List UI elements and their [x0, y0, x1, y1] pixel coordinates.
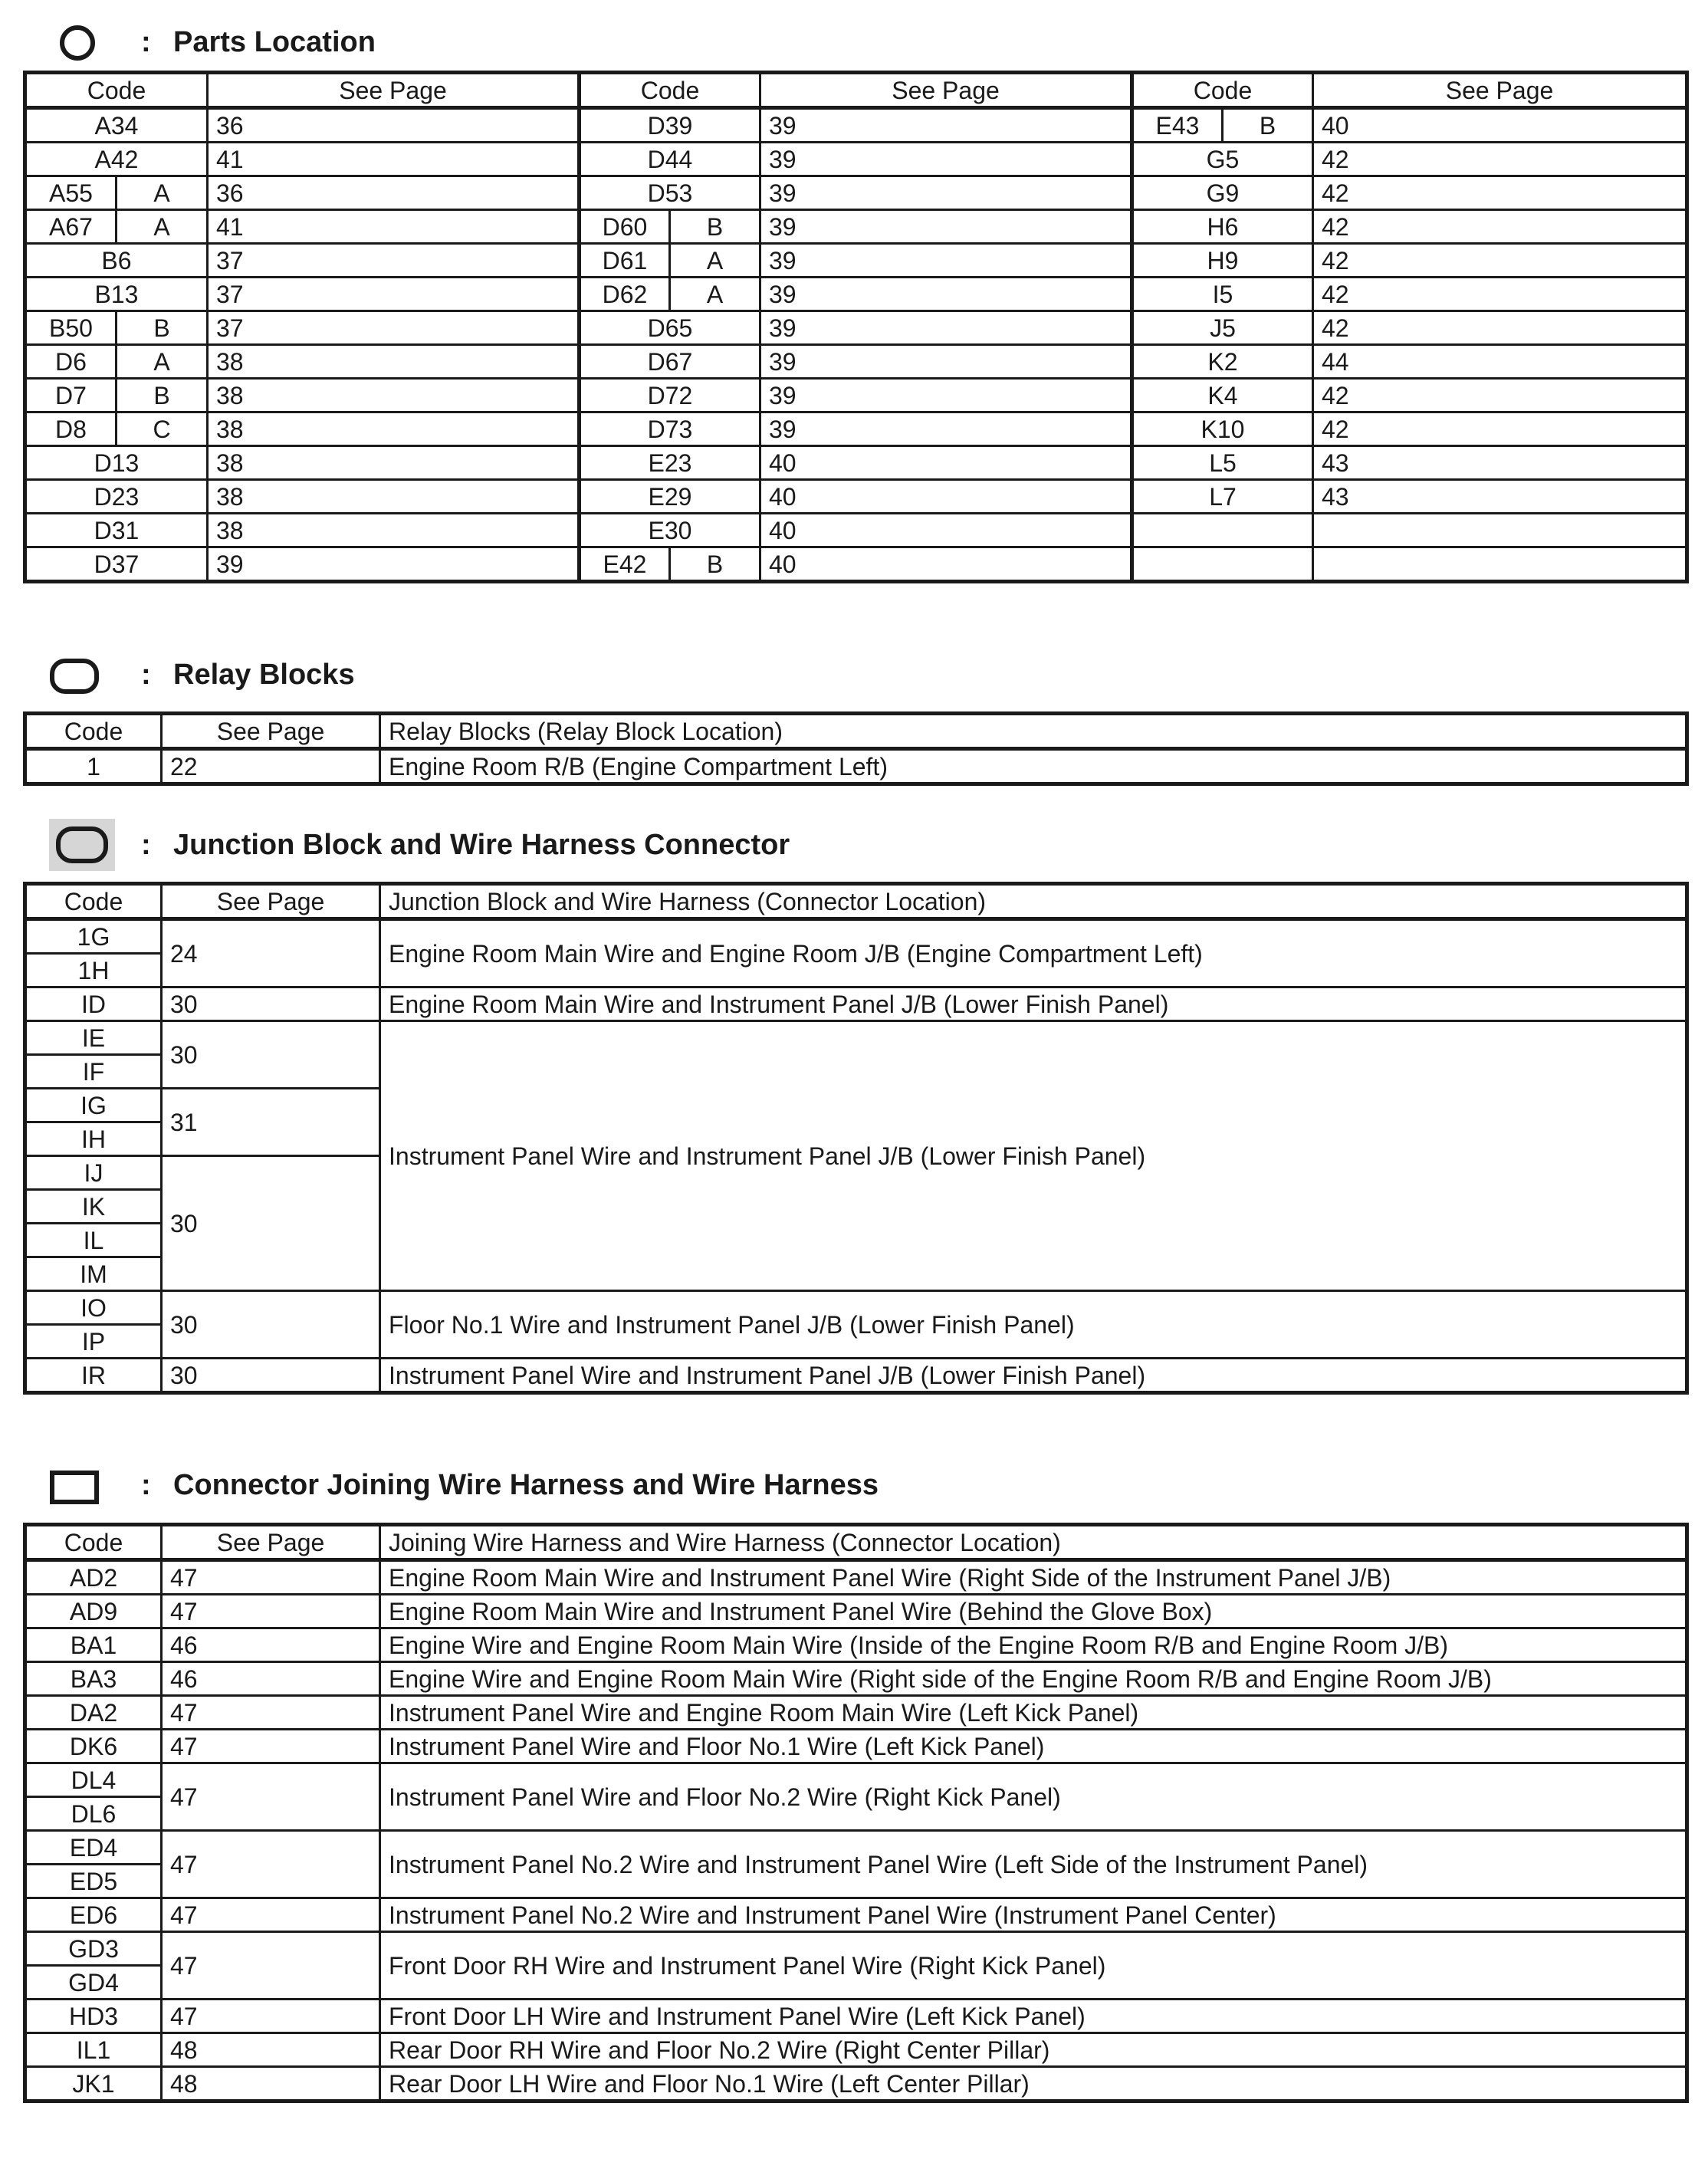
page-cell: 47: [162, 1730, 380, 1763]
code-cell: B13: [25, 278, 208, 311]
code-cell: D37: [25, 547, 208, 582]
code-cell: 1G: [25, 919, 162, 954]
table-row: [25, 244, 1687, 278]
page-cell: 47: [162, 1696, 380, 1730]
code-cell: BA1: [25, 1628, 162, 1662]
table-row: [25, 1932, 1687, 1966]
code-cell: H6: [1132, 210, 1313, 244]
code-header: Code: [1132, 73, 1313, 108]
table-row: [25, 919, 1687, 954]
description-cell: Engine Room Main Wire and Instrument Panel J/B (Lower Finish Panel): [380, 987, 1687, 1021]
sub-code-cell: C: [117, 412, 208, 446]
page-cell: 30: [162, 1359, 380, 1393]
table-header-row: [25, 884, 1687, 919]
page-cell: 39: [760, 278, 1132, 311]
code-cell: A55: [25, 176, 117, 210]
page-cell: [1313, 514, 1687, 547]
section-title: Relay Blocks: [173, 659, 355, 691]
code-cell: E23: [580, 446, 760, 480]
table-row: [25, 987, 1687, 1021]
table-row: [25, 1291, 1687, 1325]
code-cell: K2: [1132, 345, 1313, 379]
description-cell: Front Door LH Wire and Instrument Panel Wire (Left Kick Panel): [380, 2000, 1687, 2033]
code-cell: B50: [25, 311, 117, 345]
table-row: [25, 446, 1687, 480]
sub-code-cell: B: [670, 547, 760, 582]
relay-blocks-header: [0, 644, 1708, 705]
page-cell: 47: [162, 1595, 380, 1628]
page-cell: 38: [208, 480, 580, 514]
table-row: [25, 379, 1687, 412]
page-cell: 38: [208, 446, 580, 480]
code-cell: IM: [25, 1257, 162, 1291]
description-cell: Floor No.1 Wire and Instrument Panel J/B (Lower Finish Panel): [380, 1291, 1687, 1359]
page-cell: 41: [208, 210, 580, 244]
code-cell: E43: [1132, 108, 1223, 143]
page-cell: 42: [1313, 278, 1687, 311]
table-row: [25, 1662, 1687, 1696]
code-cell: A67: [25, 210, 117, 244]
code-cell: IR: [25, 1359, 162, 1393]
header-colon: :: [141, 26, 151, 58]
table-header-row: [25, 1525, 1687, 1560]
code-cell: K4: [1132, 379, 1313, 412]
code-header: Code: [25, 1525, 162, 1560]
code-cell: ED5: [25, 1865, 162, 1898]
code-cell: IL1: [25, 2033, 162, 2067]
page-cell: [1313, 547, 1687, 582]
description-cell: Engine Room Main Wire and Engine Room J/B (Engine Compartment Left): [380, 919, 1687, 987]
code-cell: A42: [25, 143, 208, 176]
code-cell: D7: [25, 379, 117, 412]
page-cell: 42: [1313, 143, 1687, 176]
page-cell: 41: [208, 143, 580, 176]
code-cell: DK6: [25, 1730, 162, 1763]
junction-block-header: [0, 814, 1708, 876]
table-row: [25, 1560, 1687, 1595]
code-cell: L7: [1132, 480, 1313, 514]
code-cell: ED6: [25, 1898, 162, 1932]
sub-code-cell: A: [117, 210, 208, 244]
rounded-rect-icon: [49, 658, 100, 695]
page-cell: 37: [208, 278, 580, 311]
code-cell: D6: [25, 345, 117, 379]
code-cell: HD3: [25, 2000, 162, 2033]
code-header: Code: [25, 73, 208, 108]
junction-block-table: [23, 882, 1689, 1395]
code-cell: 1H: [25, 954, 162, 987]
code-header: Code: [580, 73, 760, 108]
square-icon: [49, 1470, 100, 1505]
code-cell: D61: [580, 244, 670, 278]
page-cell: 38: [208, 514, 580, 547]
code-cell: IP: [25, 1325, 162, 1359]
table-row: [25, 176, 1687, 210]
page-cell: 37: [208, 311, 580, 345]
sub-code-cell: A: [117, 176, 208, 210]
page-cell: 47: [162, 1898, 380, 1932]
code-cell: ID: [25, 987, 162, 1021]
section-title: Junction Block and Wire Harness Connector: [173, 829, 790, 861]
table-row: [25, 210, 1687, 244]
page-header: See Page: [162, 1525, 380, 1560]
table-row: [25, 108, 1687, 143]
table-header-row: [25, 714, 1687, 749]
page-header: See Page: [162, 884, 380, 919]
table-row: [25, 1595, 1687, 1628]
description-cell: Instrument Panel Wire and Instrument Panel J/B (Lower Finish Panel): [380, 1359, 1687, 1393]
code-cell: IO: [25, 1291, 162, 1325]
code-cell: IJ: [25, 1156, 162, 1190]
code-cell: D73: [580, 412, 760, 446]
table-row: [25, 311, 1687, 345]
description-cell: Instrument Panel Wire and Instrument Panel J/B (Lower Finish Panel): [380, 1021, 1687, 1291]
page-cell: 40: [760, 446, 1132, 480]
code-cell: D23: [25, 480, 208, 514]
code-cell: I5: [1132, 278, 1313, 311]
page-cell: 39: [760, 244, 1132, 278]
page-cell: 46: [162, 1662, 380, 1696]
sub-code-cell: B: [1223, 108, 1313, 143]
page-cell: 30: [162, 1021, 380, 1089]
table-row: [25, 1763, 1687, 1797]
description-cell: Rear Door LH Wire and Floor No.1 Wire (Left Center Pillar): [380, 2067, 1687, 2101]
section-title: Connector Joining Wire Harness and Wire Harness: [173, 1469, 879, 1501]
code-cell: AD9: [25, 1595, 162, 1628]
code-cell: BA3: [25, 1662, 162, 1696]
page-cell: 24: [162, 919, 380, 987]
code-cell: J5: [1132, 311, 1313, 345]
code-cell: [1132, 547, 1313, 582]
code-cell: AD2: [25, 1560, 162, 1595]
code-cell: 1: [25, 749, 162, 784]
page-cell: 36: [208, 176, 580, 210]
page-cell: 44: [1313, 345, 1687, 379]
code-cell: D72: [580, 379, 760, 412]
description-header: Relay Blocks (Relay Block Location): [380, 714, 1687, 749]
table-row: [25, 2000, 1687, 2033]
table-row: [25, 1021, 1687, 1055]
sub-code-cell: B: [117, 311, 208, 345]
code-cell: D62: [580, 278, 670, 311]
code-cell: [1132, 514, 1313, 547]
page-cell: 40: [760, 480, 1132, 514]
code-header: Code: [25, 714, 162, 749]
sub-code-cell: A: [670, 278, 760, 311]
page-cell: 46: [162, 1628, 380, 1662]
page-cell: 30: [162, 987, 380, 1021]
code-cell: DL6: [25, 1797, 162, 1831]
page-cell: 47: [162, 2000, 380, 2033]
parts-location-header: [0, 12, 1708, 73]
page-cell: 38: [208, 412, 580, 446]
code-cell: B6: [25, 244, 208, 278]
code-cell: E29: [580, 480, 760, 514]
code-cell: D44: [580, 143, 760, 176]
description-cell: Instrument Panel Wire and Engine Room Main Wire (Left Kick Panel): [380, 1696, 1687, 1730]
sub-code-cell: B: [670, 210, 760, 244]
page-cell: 43: [1313, 480, 1687, 514]
code-cell: D13: [25, 446, 208, 480]
circle-icon: [58, 24, 97, 62]
description-cell: Engine Room Main Wire and Instrument Panel Wire (Behind the Glove Box): [380, 1595, 1687, 1628]
code-cell: IH: [25, 1122, 162, 1156]
page-cell: 22: [162, 749, 380, 784]
page-cell: 39: [760, 412, 1132, 446]
connector-joining-table: [23, 1523, 1689, 2103]
page-cell: 36: [208, 108, 580, 143]
page-cell: 42: [1313, 412, 1687, 446]
page-header: See Page: [208, 73, 580, 108]
code-cell: D67: [580, 345, 760, 379]
page-cell: 39: [760, 108, 1132, 143]
code-cell: IK: [25, 1190, 162, 1224]
page-cell: 38: [208, 379, 580, 412]
page-cell: 40: [760, 547, 1132, 582]
page-cell: 39: [760, 379, 1132, 412]
code-cell: GD4: [25, 1966, 162, 2000]
table-row: [25, 1696, 1687, 1730]
description-cell: Instrument Panel Wire and Floor No.1 Wire (Left Kick Panel): [380, 1730, 1687, 1763]
code-cell: D65: [580, 311, 760, 345]
table-row: [25, 143, 1687, 176]
header-colon: :: [141, 1469, 151, 1501]
page-cell: 42: [1313, 244, 1687, 278]
code-cell: H9: [1132, 244, 1313, 278]
description-cell: Front Door RH Wire and Instrument Panel Wire (Right Kick Panel): [380, 1932, 1687, 2000]
table-row: [25, 547, 1687, 582]
code-cell: IL: [25, 1224, 162, 1257]
table-row: [25, 278, 1687, 311]
page-cell: 30: [162, 1291, 380, 1359]
description-cell: Engine Wire and Engine Room Main Wire (Inside of the Engine Room R/B and Engine Room J/B): [380, 1628, 1687, 1662]
header-colon: :: [141, 829, 151, 861]
description-cell: Instrument Panel Wire and Floor No.2 Wire (Right Kick Panel): [380, 1763, 1687, 1831]
parts-location-table: [23, 71, 1689, 583]
code-cell: E30: [580, 514, 760, 547]
code-cell: IE: [25, 1021, 162, 1055]
code-cell: G9: [1132, 176, 1313, 210]
page-cell: 39: [208, 547, 580, 582]
table-header-row: [25, 73, 1687, 108]
sub-code-cell: A: [117, 345, 208, 379]
table-row: [25, 2067, 1687, 2101]
code-cell: JK1: [25, 2067, 162, 2101]
page-cell: 37: [208, 244, 580, 278]
code-cell: ED4: [25, 1831, 162, 1865]
page-cell: 39: [760, 210, 1132, 244]
shaded-rounded-rect-icon: [49, 819, 115, 871]
page-cell: 39: [760, 143, 1132, 176]
description-cell: Engine Room Main Wire and Instrument Panel Wire (Right Side of the Instrument Panel J/B): [380, 1560, 1687, 1595]
page-cell: 47: [162, 1932, 380, 2000]
table-row: [25, 1831, 1687, 1865]
code-cell: D31: [25, 514, 208, 547]
code-header: Code: [25, 884, 162, 919]
description-cell: Engine Room R/B (Engine Compartment Left): [380, 749, 1687, 784]
code-cell: D53: [580, 176, 760, 210]
page-cell: 47: [162, 1831, 380, 1898]
page-cell: 42: [1313, 379, 1687, 412]
page-cell: 48: [162, 2067, 380, 2101]
page-cell: 48: [162, 2033, 380, 2067]
code-cell: E42: [580, 547, 670, 582]
page-cell: 43: [1313, 446, 1687, 480]
code-cell: L5: [1132, 446, 1313, 480]
table-row: [25, 749, 1687, 784]
table-row: [25, 480, 1687, 514]
relay-blocks-table: [23, 711, 1689, 786]
sub-code-cell: B: [117, 379, 208, 412]
code-cell: G5: [1132, 143, 1313, 176]
page-cell: 42: [1313, 311, 1687, 345]
code-cell: D60: [580, 210, 670, 244]
page-cell: 42: [1313, 210, 1687, 244]
table-row: [25, 345, 1687, 379]
page-cell: 31: [162, 1089, 380, 1156]
table-row: [25, 412, 1687, 446]
code-cell: K10: [1132, 412, 1313, 446]
code-cell: DL4: [25, 1763, 162, 1797]
table-row: [25, 514, 1687, 547]
description-cell: Instrument Panel No.2 Wire and Instrument Panel Wire (Left Side of the Instrument Panel): [380, 1831, 1687, 1898]
page-cell: 47: [162, 1560, 380, 1595]
page-cell: 39: [760, 345, 1132, 379]
code-cell: GD3: [25, 1932, 162, 1966]
page-cell: 47: [162, 1763, 380, 1831]
page-header: See Page: [162, 714, 380, 749]
description-cell: Engine Wire and Engine Room Main Wire (Right side of the Engine Room R/B and Engine Room J/B): [380, 1662, 1687, 1696]
description-header: Joining Wire Harness and Wire Harness (Connector Location): [380, 1525, 1687, 1560]
table-row: [25, 2033, 1687, 2067]
page-cell: 38: [208, 345, 580, 379]
page-cell: 30: [162, 1156, 380, 1291]
page-header: See Page: [1313, 73, 1687, 108]
page-cell: 39: [760, 176, 1132, 210]
section-title: Parts Location: [173, 26, 376, 58]
code-cell: D39: [580, 108, 760, 143]
description-header: Junction Block and Wire Harness (Connector Location): [380, 884, 1687, 919]
connector-joining-header: [0, 1454, 1708, 1516]
code-cell: IG: [25, 1089, 162, 1122]
sub-code-cell: A: [670, 244, 760, 278]
code-cell: IF: [25, 1055, 162, 1089]
code-cell: A34: [25, 108, 208, 143]
header-colon: :: [141, 659, 151, 691]
description-cell: Rear Door RH Wire and Floor No.2 Wire (Right Center Pillar): [380, 2033, 1687, 2067]
code-cell: D8: [25, 412, 117, 446]
code-cell: DA2: [25, 1696, 162, 1730]
page-header: See Page: [760, 73, 1132, 108]
page-cell: 40: [1313, 108, 1687, 143]
page-cell: 40: [760, 514, 1132, 547]
table-row: [25, 1898, 1687, 1932]
description-cell: Instrument Panel No.2 Wire and Instrument Panel Wire (Instrument Panel Center): [380, 1898, 1687, 1932]
table-row: [25, 1628, 1687, 1662]
page-cell: 42: [1313, 176, 1687, 210]
page-cell: 39: [760, 311, 1132, 345]
table-row: [25, 1359, 1687, 1393]
table-row: [25, 1730, 1687, 1763]
